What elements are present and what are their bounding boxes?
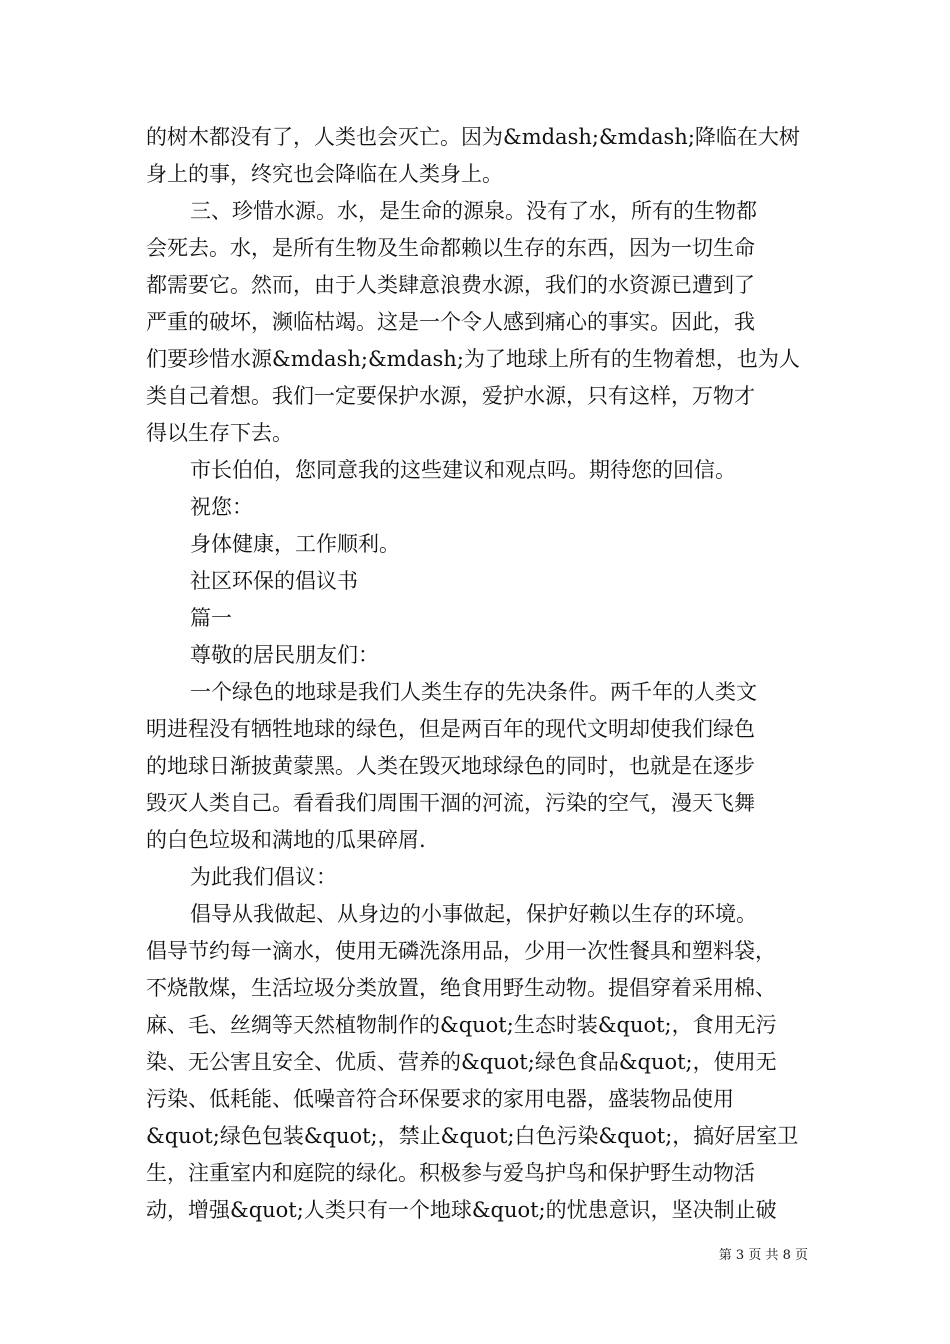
- document-body: [146, 119, 808, 1229]
- section-subtitle: 篇一: [190, 606, 232, 630]
- text-line: 不烧散煤，生活垃圾分类放置，绝食用野生动物。提倡穿着采用棉、: [146, 976, 776, 1000]
- text-line: 倡导节约每一滴水，使用无磷洗涤用品，少用一次性餐具和塑料袋，: [146, 939, 776, 963]
- text-line: 倡导从我做起、从身边的小事做起，保护好赖以生存的环境。: [190, 902, 757, 926]
- text-line: 麻、毛、丝绸等天然植物制作的&quot;生态时装&quot;，食用无污: [146, 1013, 777, 1037]
- text-line: 都需要它。然而，由于人类肆意浪费水源，我们的水资源已遭到了: [146, 273, 755, 297]
- page-number: 第 3 页 共 8 页: [718, 1248, 808, 1263]
- text-line: 明进程没有牺牲地球的绿色，但是两百年的现代文明却使我们绿色: [146, 717, 755, 741]
- text-line: &quot;绿色包装&quot;，禁止&quot;白色污染&quot;，搞好居室卫: [146, 1124, 799, 1148]
- text-line: 的白色垃圾和满地的瓜果碎屑.: [146, 828, 426, 852]
- text-line: 染、无公害且安全、优质、营养的&quot;绿色食品&quot;，使用无: [146, 1050, 777, 1074]
- text-line: 身上的事，终究也会降临在人类身上。: [146, 162, 503, 186]
- text-line: 毁灭人类自己。看看我们周围干涸的河流，污染的空气，漫天飞舞: [146, 791, 755, 815]
- text-line: 生，注重室内和庭院的绿化。积极参与爱鸟护鸟和保护野生动物活: [146, 1161, 755, 1185]
- text-line: 身体健康，工作顺利。: [190, 532, 400, 556]
- text-line: 市长伯伯，您同意我的这些建议和观点吗。期待您的回信。: [190, 458, 736, 482]
- text-line: 类自己着想。我们一定要保护水源，爱护水源，只有这样，万物才: [146, 384, 755, 408]
- text-line: 严重的破坏，濒临枯竭。这是一个令人感到痛心的事实。因此，我: [146, 310, 755, 334]
- text-line: 三、珍惜水源。水，是生命的源泉。没有了水，所有的生物都: [190, 199, 757, 223]
- section-title: 社区环保的倡议书: [190, 569, 358, 593]
- text-line: 的地球日渐披黄蒙黑。人类在毁灭地球绿色的同时，也就是在逐步: [146, 754, 755, 778]
- text-line: 得以生存下去。: [146, 421, 293, 445]
- text-line: 会死去。水，是所有生物及生命都赖以生存的东西，因为一切生命: [146, 236, 755, 260]
- text-line: 的树木都没有了，人类也会灭亡。因为&mdash;&mdash;降临在大树: [146, 125, 800, 149]
- text-line: 污染、低耗能、低噪音符合环保要求的家用电器，盛装物品使用: [146, 1087, 734, 1111]
- text-line: 祝您：: [190, 495, 253, 519]
- text-line: 一个绿色的地球是我们人类生存的先决条件。两千年的人类文: [190, 680, 757, 704]
- text-line: 们要珍惜水源&mdash;&mdash;为了地球上所有的生物着想，也为人: [146, 347, 800, 371]
- text-line: 动，增强&quot;人类只有一个地球&quot;的忧患意识，坚决制止破: [146, 1198, 777, 1222]
- text-line: 为此我们倡议：: [190, 865, 337, 889]
- salutation: 尊敬的居民朋友们：: [190, 643, 379, 667]
